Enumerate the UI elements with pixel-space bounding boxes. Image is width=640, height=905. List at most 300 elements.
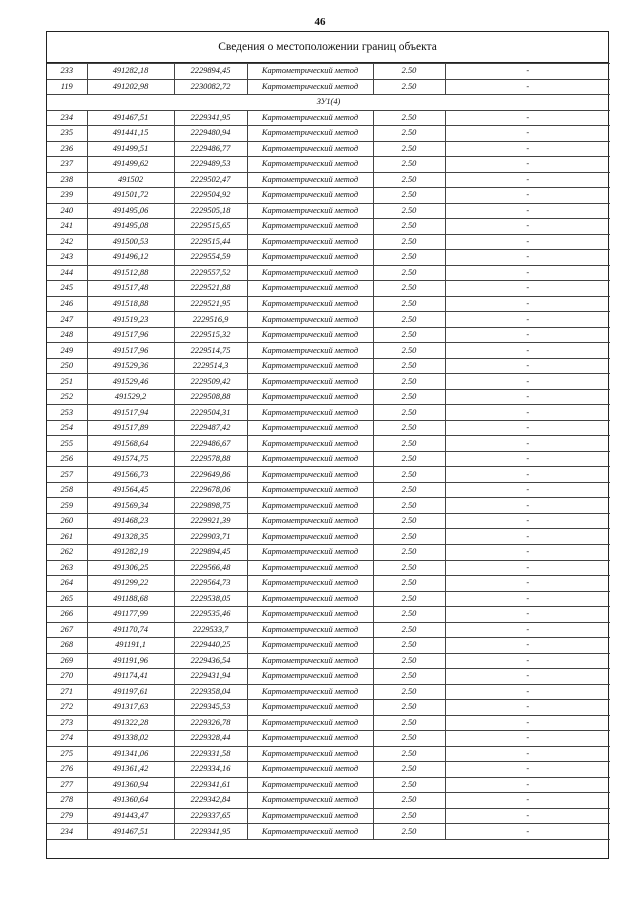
method-cell: Картометрический метод [247, 607, 373, 623]
dash-cell: - [445, 467, 610, 483]
precision-cell: 2.50 [373, 746, 445, 762]
method-cell: Картометрический метод [247, 700, 373, 716]
dash-cell: - [445, 203, 610, 219]
precision-cell: 2.50 [373, 607, 445, 623]
method-cell: Картометрический метод [247, 669, 373, 685]
x-coordinate: 491517,96 [87, 343, 174, 359]
x-coordinate: 491569,34 [87, 498, 174, 514]
method-cell: Картометрический метод [247, 126, 373, 142]
y-coordinate: 2229431,94 [174, 669, 247, 685]
precision-cell: 2.50 [373, 684, 445, 700]
dash-cell: - [445, 312, 610, 328]
method-cell: Картометрический метод [247, 250, 373, 266]
x-coordinate: 491529,36 [87, 358, 174, 374]
method-cell: Картометрический метод [247, 824, 373, 840]
dash-cell: - [445, 482, 610, 498]
dash-cell: - [445, 498, 610, 514]
method-cell: Картометрический метод [247, 420, 373, 436]
precision-cell: 2.50 [373, 126, 445, 142]
point-number: 238 [47, 172, 87, 188]
y-coordinate: 2229533,7 [174, 622, 247, 638]
point-number: 269 [47, 653, 87, 669]
x-coordinate: 491322,28 [87, 715, 174, 731]
method-cell: Картометрический метод [247, 762, 373, 778]
precision-cell: 2.50 [373, 374, 445, 390]
point-number: 264 [47, 576, 87, 592]
precision-cell: 2.50 [373, 762, 445, 778]
point-number: 254 [47, 420, 87, 436]
y-coordinate: 2229521,95 [174, 296, 247, 312]
table-row [47, 529, 610, 545]
y-coordinate: 2229504,92 [174, 188, 247, 204]
table-row [47, 436, 610, 452]
point-number: 250 [47, 358, 87, 374]
point-number: 262 [47, 544, 87, 560]
dash-cell: - [445, 79, 610, 95]
precision-cell: 2.50 [373, 327, 445, 343]
point-number: 249 [47, 343, 87, 359]
x-coordinate: 491518,88 [87, 296, 174, 312]
table-row [47, 219, 610, 235]
point-number: 239 [47, 188, 87, 204]
y-coordinate: 2229564,73 [174, 576, 247, 592]
table-row [47, 172, 610, 188]
x-coordinate: 491282,18 [87, 64, 174, 80]
precision-cell: 2.50 [373, 343, 445, 359]
point-number: 236 [47, 141, 87, 157]
x-coordinate: 491517,48 [87, 281, 174, 297]
table-row [47, 746, 610, 762]
table-heading: Сведения о местоположении границ объекта [47, 32, 608, 63]
table-row [47, 591, 610, 607]
y-coordinate: 2229326,78 [174, 715, 247, 731]
table-row [47, 374, 610, 390]
dash-cell: - [445, 622, 610, 638]
table-row [47, 684, 610, 700]
dash-cell: - [445, 700, 610, 716]
precision-cell: 2.50 [373, 157, 445, 173]
dash-cell: - [445, 653, 610, 669]
y-coordinate: 2229515,32 [174, 327, 247, 343]
precision-cell: 2.50 [373, 420, 445, 436]
dash-cell: - [445, 777, 610, 793]
table-row [47, 110, 610, 126]
point-number: 256 [47, 451, 87, 467]
precision-cell: 2.50 [373, 467, 445, 483]
dash-cell: - [445, 451, 610, 467]
x-coordinate: 491361,42 [87, 762, 174, 778]
precision-cell: 2.50 [373, 219, 445, 235]
dash-cell: - [445, 405, 610, 421]
dash-cell: - [445, 219, 610, 235]
point-number: 255 [47, 436, 87, 452]
y-coordinate: 2229341,95 [174, 824, 247, 840]
x-coordinate: 491496,12 [87, 250, 174, 266]
dash-cell: - [445, 638, 610, 654]
precision-cell: 2.50 [373, 638, 445, 654]
precision-cell: 2.50 [373, 560, 445, 576]
x-coordinate: 491529,46 [87, 374, 174, 390]
method-cell: Картометрический метод [247, 265, 373, 281]
precision-cell: 2.50 [373, 653, 445, 669]
point-number: 241 [47, 219, 87, 235]
y-coordinate: 2229903,71 [174, 529, 247, 545]
dash-cell: - [445, 126, 610, 142]
table-row [47, 312, 610, 328]
y-coordinate: 2229515,44 [174, 234, 247, 250]
x-coordinate: 491177,99 [87, 607, 174, 623]
y-coordinate: 2229894,45 [174, 544, 247, 560]
y-coordinate: 2229566,48 [174, 560, 247, 576]
dash-cell: - [445, 234, 610, 250]
dash-cell: - [445, 576, 610, 592]
method-cell: Картометрический метод [247, 141, 373, 157]
coordinates-table [47, 63, 610, 840]
point-number: 263 [47, 560, 87, 576]
x-coordinate: 491191,96 [87, 653, 174, 669]
precision-cell: 2.50 [373, 234, 445, 250]
method-cell: Картометрический метод [247, 203, 373, 219]
y-coordinate: 2229328,44 [174, 731, 247, 747]
y-coordinate: 2229334,16 [174, 762, 247, 778]
table-row [47, 451, 610, 467]
x-coordinate: 491441,15 [87, 126, 174, 142]
x-coordinate: 491328,35 [87, 529, 174, 545]
x-coordinate: 491341,06 [87, 746, 174, 762]
table-row [47, 141, 610, 157]
y-coordinate: 2229487,42 [174, 420, 247, 436]
point-number: 270 [47, 669, 87, 685]
y-coordinate: 2229921,39 [174, 513, 247, 529]
table-row [47, 700, 610, 716]
dash-cell: - [445, 793, 610, 809]
precision-cell: 2.50 [373, 64, 445, 80]
x-coordinate: 491501,72 [87, 188, 174, 204]
precision-cell: 2.50 [373, 188, 445, 204]
section-row [47, 95, 610, 111]
point-number: 244 [47, 265, 87, 281]
x-coordinate: 491529,2 [87, 389, 174, 405]
y-coordinate: 2229509,42 [174, 374, 247, 390]
method-cell: Картометрический метод [247, 622, 373, 638]
y-coordinate: 2229557,52 [174, 265, 247, 281]
point-number: 272 [47, 700, 87, 716]
point-number: 267 [47, 622, 87, 638]
method-cell: Картометрический метод [247, 731, 373, 747]
y-coordinate: 2229521,88 [174, 281, 247, 297]
y-coordinate: 2229514,3 [174, 358, 247, 374]
method-cell: Картометрический метод [247, 544, 373, 560]
point-number: 235 [47, 126, 87, 142]
method-cell: Картометрический метод [247, 188, 373, 204]
method-cell: Картометрический метод [247, 684, 373, 700]
method-cell: Картометрический метод [247, 808, 373, 824]
point-number: 252 [47, 389, 87, 405]
method-cell: Картометрический метод [247, 234, 373, 250]
y-coordinate: 2229505,18 [174, 203, 247, 219]
dash-cell: - [445, 172, 610, 188]
dash-cell: - [445, 669, 610, 685]
method-cell: Картометрический метод [247, 777, 373, 793]
dash-cell: - [445, 141, 610, 157]
dash-cell: - [445, 327, 610, 343]
precision-cell: 2.50 [373, 715, 445, 731]
table-row [47, 669, 610, 685]
method-cell: Картометрический метод [247, 79, 373, 95]
x-coordinate: 491191,1 [87, 638, 174, 654]
precision-cell: 2.50 [373, 296, 445, 312]
x-coordinate: 491564,45 [87, 482, 174, 498]
x-coordinate: 491174,41 [87, 669, 174, 685]
precision-cell: 2.50 [373, 405, 445, 421]
method-cell: Картометрический метод [247, 513, 373, 529]
y-coordinate: 2229436,54 [174, 653, 247, 669]
dash-cell: - [445, 296, 610, 312]
x-coordinate: 491495,06 [87, 203, 174, 219]
x-coordinate: 491299,22 [87, 576, 174, 592]
precision-cell: 2.50 [373, 436, 445, 452]
precision-cell: 2.50 [373, 281, 445, 297]
y-coordinate: 2229502,47 [174, 172, 247, 188]
dash-cell: - [445, 731, 610, 747]
x-coordinate: 491468,23 [87, 513, 174, 529]
x-coordinate: 491499,62 [87, 157, 174, 173]
dash-cell: - [445, 824, 610, 840]
y-coordinate: 2229535,46 [174, 607, 247, 623]
y-coordinate: 2229516,9 [174, 312, 247, 328]
method-cell: Картометрический метод [247, 793, 373, 809]
x-coordinate: 491197,61 [87, 684, 174, 700]
precision-cell: 2.50 [373, 731, 445, 747]
y-coordinate: 2229345,53 [174, 700, 247, 716]
point-number: 274 [47, 731, 87, 747]
x-coordinate: 491517,94 [87, 405, 174, 421]
point-number: 245 [47, 281, 87, 297]
method-cell: Картометрический метод [247, 327, 373, 343]
x-coordinate: 491282,19 [87, 544, 174, 560]
table-row [47, 653, 610, 669]
method-cell: Картометрический метод [247, 576, 373, 592]
table-row [47, 715, 610, 731]
dash-cell: - [445, 343, 610, 359]
table-row [47, 622, 610, 638]
method-cell: Картометрический метод [247, 389, 373, 405]
y-coordinate: 2229341,95 [174, 110, 247, 126]
point-number: 247 [47, 312, 87, 328]
method-cell: Картометрический метод [247, 312, 373, 328]
method-cell: Картометрический метод [247, 467, 373, 483]
dash-cell: - [445, 560, 610, 576]
precision-cell: 2.50 [373, 544, 445, 560]
table-row [47, 281, 610, 297]
table-row [47, 808, 610, 824]
method-cell: Картометрический метод [247, 638, 373, 654]
y-coordinate: 2229342,84 [174, 793, 247, 809]
boundary-sheet [46, 31, 609, 859]
precision-cell: 2.50 [373, 529, 445, 545]
point-number: 248 [47, 327, 87, 343]
precision-cell: 2.50 [373, 358, 445, 374]
table-row [47, 482, 610, 498]
precision-cell: 2.50 [373, 824, 445, 840]
method-cell: Картометрический метод [247, 110, 373, 126]
precision-cell: 2.50 [373, 808, 445, 824]
x-coordinate: 491306,25 [87, 560, 174, 576]
dash-cell: - [445, 544, 610, 560]
x-coordinate: 491568,64 [87, 436, 174, 452]
dash-cell: - [445, 64, 610, 80]
x-coordinate: 491566,73 [87, 467, 174, 483]
y-coordinate: 2229504,31 [174, 405, 247, 421]
y-coordinate: 2229337,65 [174, 808, 247, 824]
x-coordinate: 491443,47 [87, 808, 174, 824]
point-number: 234 [47, 824, 87, 840]
table-row [47, 250, 610, 266]
precision-cell: 2.50 [373, 700, 445, 716]
table-row [47, 467, 610, 483]
x-coordinate: 491517,89 [87, 420, 174, 436]
x-coordinate: 491360,64 [87, 793, 174, 809]
table-row [47, 560, 610, 576]
method-cell: Картометрический метод [247, 436, 373, 452]
dash-cell: - [445, 591, 610, 607]
method-cell: Картометрический метод [247, 451, 373, 467]
method-cell: Картометрический метод [247, 64, 373, 80]
method-cell: Картометрический метод [247, 343, 373, 359]
point-number: 279 [47, 808, 87, 824]
precision-cell: 2.50 [373, 498, 445, 514]
dash-cell: - [445, 808, 610, 824]
method-cell: Картометрический метод [247, 529, 373, 545]
table-row [47, 576, 610, 592]
table-row [47, 389, 610, 405]
table-row [47, 793, 610, 809]
y-coordinate: 2229898,75 [174, 498, 247, 514]
x-coordinate: 491317,63 [87, 700, 174, 716]
y-coordinate: 2229440,25 [174, 638, 247, 654]
y-coordinate: 2229538,05 [174, 591, 247, 607]
point-number: 240 [47, 203, 87, 219]
table-row [47, 498, 610, 514]
method-cell: Картометрический метод [247, 405, 373, 421]
method-cell: Картометрический метод [247, 296, 373, 312]
point-number: 268 [47, 638, 87, 654]
dash-cell: - [445, 684, 610, 700]
precision-cell: 2.50 [373, 203, 445, 219]
precision-cell: 2.50 [373, 513, 445, 529]
method-cell: Картометрический метод [247, 172, 373, 188]
point-number: 242 [47, 234, 87, 250]
dash-cell: - [445, 188, 610, 204]
y-coordinate: 2229554,59 [174, 250, 247, 266]
point-number: 251 [47, 374, 87, 390]
point-number: 258 [47, 482, 87, 498]
y-coordinate: 2229486,77 [174, 141, 247, 157]
table-row [47, 777, 610, 793]
method-cell: Картометрический метод [247, 560, 373, 576]
table-row [47, 126, 610, 142]
table-row [47, 64, 610, 80]
dash-cell: - [445, 420, 610, 436]
x-coordinate: 491338,02 [87, 731, 174, 747]
table-row [47, 762, 610, 778]
precision-cell: 2.50 [373, 591, 445, 607]
method-cell: Картометрический метод [247, 219, 373, 235]
y-coordinate: 2229341,61 [174, 777, 247, 793]
dash-cell: - [445, 358, 610, 374]
point-number: 261 [47, 529, 87, 545]
dash-cell: - [445, 762, 610, 778]
dash-cell: - [445, 389, 610, 405]
precision-cell: 2.50 [373, 576, 445, 592]
dash-cell: - [445, 715, 610, 731]
y-coordinate: 2229489,53 [174, 157, 247, 173]
table-row [47, 731, 610, 747]
x-coordinate: 491499,51 [87, 141, 174, 157]
point-number: 273 [47, 715, 87, 731]
point-number: 243 [47, 250, 87, 266]
x-coordinate: 491512,88 [87, 265, 174, 281]
table-row [47, 234, 610, 250]
precision-cell: 2.50 [373, 482, 445, 498]
x-coordinate: 491188,68 [87, 591, 174, 607]
y-coordinate: 2229508,88 [174, 389, 247, 405]
point-number: 276 [47, 762, 87, 778]
y-coordinate: 2229515,65 [174, 219, 247, 235]
point-number: 275 [47, 746, 87, 762]
table-row [47, 607, 610, 623]
table-row [47, 327, 610, 343]
dash-cell: - [445, 157, 610, 173]
method-cell: Картометрический метод [247, 374, 373, 390]
y-coordinate: 2229358,04 [174, 684, 247, 700]
x-coordinate: 491202,98 [87, 79, 174, 95]
point-number: 253 [47, 405, 87, 421]
x-coordinate: 491502 [87, 172, 174, 188]
precision-cell: 2.50 [373, 250, 445, 266]
dash-cell: - [445, 529, 610, 545]
y-coordinate: 2229649,86 [174, 467, 247, 483]
method-cell: Картометрический метод [247, 591, 373, 607]
precision-cell: 2.50 [373, 389, 445, 405]
precision-cell: 2.50 [373, 669, 445, 685]
dash-cell: - [445, 281, 610, 297]
method-cell: Картометрический метод [247, 358, 373, 374]
section-label: ЗУ1(4) [47, 95, 610, 111]
table-row [47, 79, 610, 95]
precision-cell: 2.50 [373, 777, 445, 793]
y-coordinate: 2229514,75 [174, 343, 247, 359]
page-number: 46 [314, 16, 326, 28]
table-row [47, 157, 610, 173]
table-row [47, 265, 610, 281]
y-coordinate: 2229486,67 [174, 436, 247, 452]
x-coordinate: 491170,74 [87, 622, 174, 638]
point-number: 237 [47, 157, 87, 173]
dash-cell: - [445, 513, 610, 529]
point-number: 265 [47, 591, 87, 607]
y-coordinate: 2229331,58 [174, 746, 247, 762]
method-cell: Картометрический метод [247, 157, 373, 173]
precision-cell: 2.50 [373, 793, 445, 809]
precision-cell: 2.50 [373, 79, 445, 95]
x-coordinate: 491360,94 [87, 777, 174, 793]
point-number: 233 [47, 64, 87, 80]
dash-cell: - [445, 746, 610, 762]
method-cell: Картометрический метод [247, 746, 373, 762]
table-row [47, 420, 610, 436]
y-coordinate: 2229480,94 [174, 126, 247, 142]
